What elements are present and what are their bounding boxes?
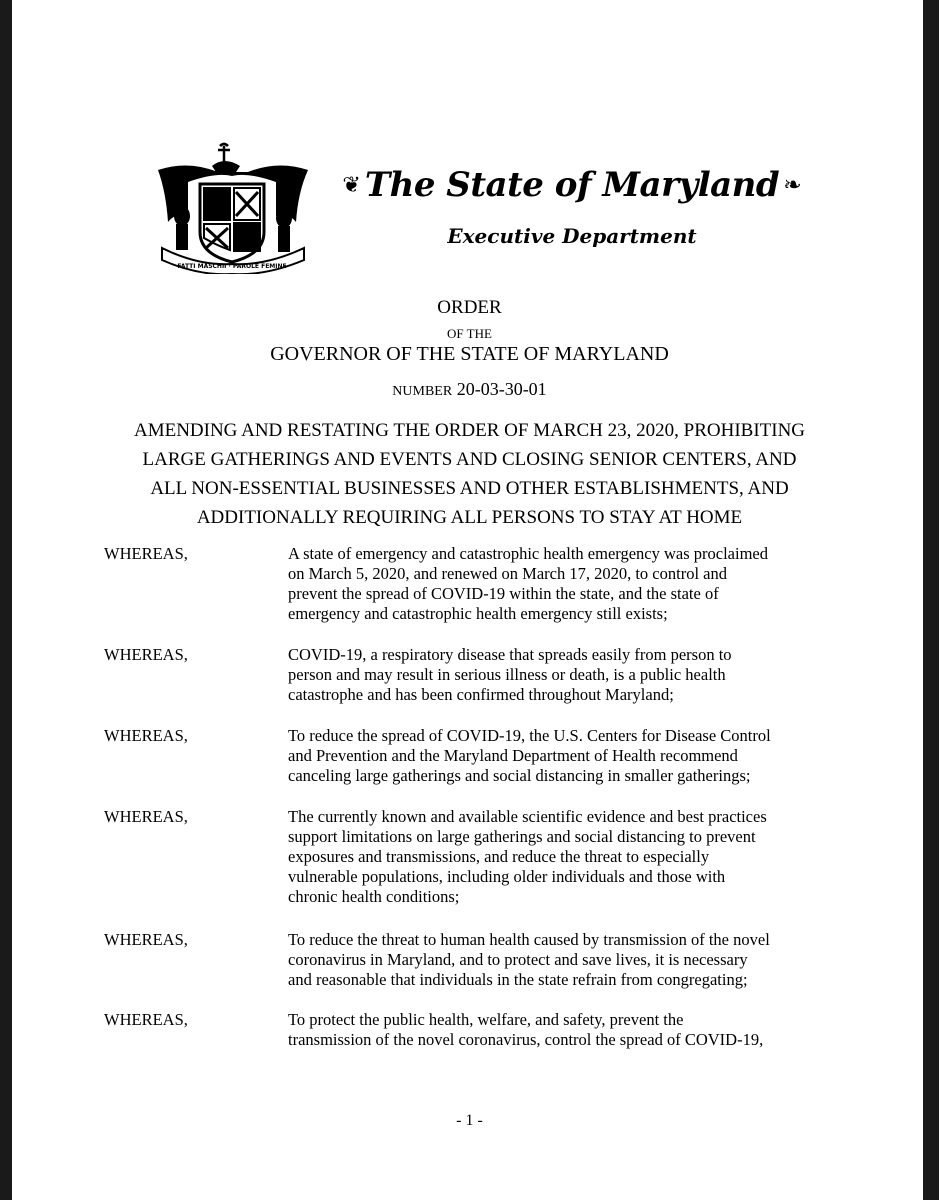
whereas-line: The currently known and available scientific evidence and best practices	[288, 807, 767, 826]
masthead	[332, 160, 812, 210]
whereas-line: vulnerable populations, including older individuals and those with	[288, 867, 726, 886]
whereas-clause	[104, 807, 834, 907]
whereas-text	[288, 1010, 834, 1050]
whereas-text	[288, 544, 834, 624]
order-label: ORDER	[437, 297, 502, 318]
whereas-line: on March 5, 2020, and renewed on March 17, 2020, to control and	[288, 564, 727, 583]
masthead-title: The State of Maryland	[364, 165, 780, 205]
whereas-line: canceling large gatherings and social distancing in smaller gatherings;	[288, 766, 751, 785]
heading-line: AMENDING AND RESTATING THE ORDER OF MARCH 23, 2020, PROHIBITING	[133, 420, 806, 441]
whereas-clause	[104, 930, 834, 990]
whereas-clause	[104, 726, 834, 786]
heading-line: LARGE GATHERINGS AND EVENTS AND CLOSING SENIOR CENTERS, AND	[142, 449, 797, 470]
whereas-clause	[104, 1010, 834, 1050]
whereas-line: transmission of the novel coronavirus, control the spread of COVID-19,	[288, 1030, 764, 1049]
whereas-line: catastrophe and has been confirmed throughout Maryland;	[288, 685, 674, 704]
whereas-line: and Prevention and the Maryland Department of Health recommend	[288, 746, 738, 765]
whereas-line: person and may result in serious illness or death, is a public health	[288, 665, 726, 684]
flourish-right-icon: ❧	[783, 172, 802, 197]
whereas-text	[288, 807, 834, 907]
maryland-great-seal-icon	[148, 142, 316, 274]
whereas-line: support limitations on large gatherings and social distancing to prevent	[288, 827, 756, 846]
whereas-line: prevent the spread of COVID-19 within the state, and the state of	[288, 584, 719, 603]
whereas-line: To protect the public health, welfare, and safety, prevent the	[288, 1010, 684, 1029]
whereas-text	[288, 726, 834, 786]
whereas-line: To reduce the spread of COVID-19, the U.S. Centers for Disease Control	[288, 726, 771, 745]
whereas-label: WHEREAS,	[104, 726, 188, 745]
whereas-text	[288, 930, 834, 990]
svg-text:FATTI MASCHII · PAROLE FEMINE: FATTI MASCHII · PAROLE FEMINE	[177, 263, 287, 270]
governor-title: GOVERNOR OF THE STATE OF MARYLAND	[270, 343, 669, 365]
whereas-text	[288, 645, 834, 705]
number-prefix: NUMBER	[392, 384, 453, 399]
order-heading	[0, 416, 939, 532]
whereas-label: WHEREAS,	[104, 930, 188, 949]
whereas-line: and reasonable that individuals in the state refrain from congregating;	[288, 970, 748, 989]
whereas-line: To reduce the threat to human health caused by transmission of the novel	[288, 930, 770, 949]
whereas-label: WHEREAS,	[104, 544, 188, 563]
number-value: 20-03-30-01	[456, 379, 547, 399]
whereas-line: emergency and catastrophic health emergency still exists;	[288, 604, 668, 623]
flourish-left-icon: ❦	[342, 172, 361, 197]
whereas-line: coronavirus in Maryland, and to protect and save lives, it is necessary	[288, 950, 748, 969]
order-of-the: OF THE	[447, 326, 492, 341]
order-number	[0, 379, 939, 400]
whereas-clause	[104, 544, 834, 624]
whereas-line: exposures and transmissions, and reduce the threat to especially	[288, 847, 710, 866]
whereas-line: COVID-19, a respiratory disease that spreads easily from person to	[288, 645, 732, 664]
whereas-label: WHEREAS,	[104, 807, 188, 826]
heading-line: ALL NON-ESSENTIAL BUSINESSES AND OTHER ESTABLISHMENTS, AND	[150, 478, 789, 499]
whereas-label: WHEREAS,	[104, 1010, 188, 1029]
whereas-label: WHEREAS,	[104, 645, 188, 664]
page-number: - 1 -	[456, 1112, 483, 1129]
whereas-line: A state of emergency and catastrophic health emergency was proclaimed	[288, 544, 768, 563]
masthead-subtitle: Executive Department	[447, 224, 697, 248]
whereas-clause	[104, 645, 834, 705]
whereas-line: chronic health conditions;	[288, 887, 460, 906]
heading-line: ADDITIONALLY REQUIRING ALL PERSONS TO STAY AT HOME	[196, 507, 743, 528]
